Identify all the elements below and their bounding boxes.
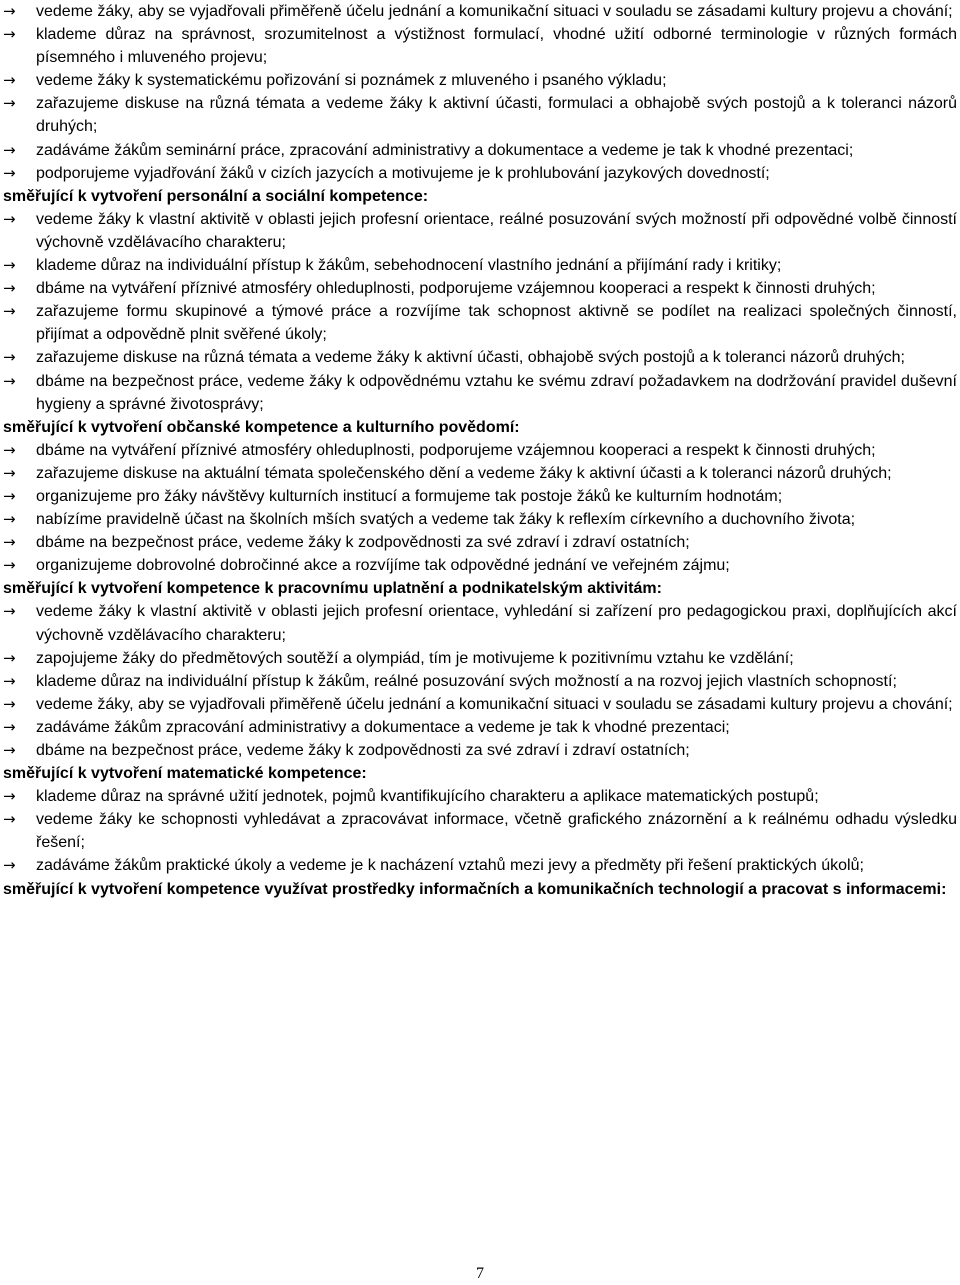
list-item — [3, 554, 957, 577]
right-arrow-icon: → — [3, 94, 16, 113]
list-item — [3, 716, 957, 739]
list-item — [3, 23, 957, 69]
list-item — [3, 139, 957, 162]
right-arrow-icon: → — [3, 533, 16, 552]
list-item-text: zařazujeme formu skupinové a týmové práce a rozvíjíme tak schopnost aktivně se podílet na realizaci společných činností, přijímat a odpovědně plnit svěřené úkoly; — [36, 303, 957, 344]
list-item-text: dbáme na vytváření příznivé atmosféry ohleduplnosti, podporujeme vzájemnou kooperaci a respekt k činnosti druhých; — [36, 280, 876, 298]
right-arrow-icon: → — [3, 602, 16, 621]
list-item-text: vedeme žáky k vlastní aktivitě v oblasti jejich profesní orientace, reálné posuzování svých možností při odpovědné volbě činností výchovně vzdělávacího charakteru; — [36, 210, 957, 251]
section-heading: směřující k vytvoření personální a sociální kompetence: — [3, 187, 429, 205]
list-item — [3, 300, 957, 346]
list-item — [3, 485, 957, 508]
list-item — [3, 346, 957, 369]
list-item — [3, 670, 957, 693]
right-arrow-icon: → — [3, 256, 16, 275]
list-item — [3, 0, 957, 23]
list-item-text: dbáme na vytváření příznivé atmosféry ohleduplnosti, podporujeme vzájemnou kooperaci a respekt k činnosti druhých; — [36, 441, 876, 459]
list-item-text: klademe důraz na individuální přístup k žákům, sebehodnocení vlastního jednání a přijímání rady i kritiky; — [36, 257, 782, 275]
list-item-text: klademe důraz na správnost, srozumitelnost a výstižnost formulací, vhodné užití odborné terminologie v různých formách písemného i mluveného projevu; — [36, 26, 957, 67]
list-item-text: vedeme žáky, aby se vyjadřovali přiměřeně účelu jednání a komunikační situaci v souladu se zásadami kultury projevu a chování; — [36, 695, 953, 713]
list-item — [3, 600, 957, 646]
right-arrow-icon: → — [3, 556, 16, 575]
right-arrow-icon: → — [3, 302, 16, 321]
list-item-text: dbáme na bezpečnost práce, vedeme žáky k zodpovědnosti za své zdraví i zdraví ostatních; — [36, 534, 690, 552]
list-item — [3, 785, 957, 808]
list-item-text: klademe důraz na správné užití jednotek, pojmů kvantifikujícího charakteru a aplikace matematických postupů; — [36, 788, 819, 806]
right-arrow-icon: → — [3, 717, 16, 736]
right-arrow-icon: → — [3, 140, 16, 159]
right-arrow-icon: → — [3, 856, 16, 875]
list-item-text: zařazujeme diskuse na různá témata a vedeme žáky k aktivní účasti, obhajobě svých postojů a k toleranci názorů druhých; — [36, 349, 905, 367]
right-arrow-icon: → — [3, 371, 16, 390]
page-number: 7 — [476, 1265, 484, 1282]
list-item — [3, 254, 957, 277]
list-item-text: vedeme žáky ke schopnosti vyhledávat a zpracovávat informace, včetně grafického znázornění a k reálnému odhadu výsledku řešení; — [36, 811, 957, 852]
list-item — [3, 92, 957, 138]
list-item-text: zařazujeme diskuse na různá témata a vedeme žáky k aktivní účasti, formulaci a obhajobě svých postojů a k toleranci názorů druhých; — [36, 95, 957, 136]
list-item-text: zadáváme žákům zpracování administrativy a dokumentace a vedeme je tak k vhodné prezentaci; — [36, 718, 730, 736]
list-item — [3, 693, 957, 716]
right-arrow-icon: → — [3, 486, 16, 505]
list-item-text: zapojujeme žáky do předmětových soutěží a olympiád, tím je motivujeme k pozitivnímu vztahu ke vzdělání; — [36, 649, 794, 667]
right-arrow-icon: → — [3, 741, 16, 759]
list-item-text: dbáme na bezpečnost práce, vedeme žáky k zodpovědnosti za své zdraví i zdraví ostatních; — [36, 742, 690, 759]
right-arrow-icon: → — [3, 209, 16, 228]
list-item — [3, 647, 957, 670]
list-item-text: zadáváme žákům seminární práce, zpracování administrativy a dokumentace a vedeme je tak k vhodné prezentaci; — [36, 141, 854, 159]
list-item — [3, 370, 957, 416]
list-item — [3, 508, 957, 531]
section-heading: směřující k vytvoření kompetence využívat prostředky informačních a komunikačních technologií a pracovat s informacemi: — [3, 880, 947, 898]
right-arrow-icon: → — [3, 71, 16, 90]
list-item — [3, 277, 957, 300]
right-arrow-icon: → — [3, 787, 16, 806]
list-item-text: podporujeme vyjadřování žáků v cizích jazycích a motivujeme je k prohlubování jazykových dovedností; — [36, 164, 770, 182]
section-heading: směřující k vytvoření kompetence k pracovnímu uplatnění a podnikatelským aktivitám: — [3, 580, 662, 598]
list-item — [3, 69, 957, 92]
right-arrow-icon: → — [3, 279, 16, 298]
section-heading: směřující k vytvoření matematické kompetence: — [3, 765, 367, 783]
list-item — [3, 439, 957, 462]
document-content — [3, 0, 957, 901]
list-item-text: vedeme žáky k vlastní aktivitě v oblasti jejich profesní orientace, vyhledání si zařízení pro pedagogickou praxi, doplňujících akcí výchovně vzdělávacího charakteru; — [36, 603, 957, 644]
section-heading: směřující k vytvoření občanské kompetence a kulturního povědomí: — [3, 418, 520, 436]
right-arrow-icon: → — [3, 648, 16, 667]
right-arrow-icon: → — [3, 810, 16, 829]
list-item — [3, 739, 957, 762]
right-arrow-icon: → — [3, 694, 16, 713]
right-arrow-icon: → — [3, 25, 16, 44]
right-arrow-icon: → — [3, 2, 16, 20]
list-item-text: zadáváme žákům praktické úkoly a vedeme je k nacházení vztahů mezi jevy a předměty při řešení praktických úkolů; — [36, 857, 864, 875]
right-arrow-icon: → — [3, 163, 16, 182]
list-item-text: organizujeme dobrovolné dobročinné akce a rozvíjíme tak odpovědné jednání ve veřejném zájmu; — [36, 557, 730, 575]
right-arrow-icon: → — [3, 440, 16, 459]
list-item — [3, 854, 957, 877]
list-item — [3, 162, 957, 185]
list-item-text: nabízíme pravidelně účast na školních mších svatých a vedeme tak žáky k reflexím církevního a duchovního života; — [36, 511, 856, 529]
list-item — [3, 808, 957, 854]
list-item — [3, 208, 957, 254]
list-item — [3, 462, 957, 485]
list-item — [3, 531, 957, 554]
list-item-text: vedeme žáky k systematickému pořizování si poznámek z mluveného i psaného výkladu; — [36, 72, 667, 90]
right-arrow-icon: → — [3, 463, 16, 482]
list-item-text: klademe důraz na individuální přístup k žákům, reálné posuzování svých možností a na rozvoj jejich vlastních schopností; — [36, 672, 897, 690]
list-item-text: dbáme na bezpečnost práce, vedeme žáky k odpovědnému vztahu ke svému zdraví požadavkem na dodržování pravidel duševní hygieny a správné životosprávy; — [36, 372, 957, 413]
right-arrow-icon: → — [3, 348, 16, 367]
list-item-text: vedeme žáky, aby se vyjadřovali přiměřeně účelu jednání a komunikační situaci v souladu se zásadami kultury projevu a chování; — [36, 3, 953, 20]
right-arrow-icon: → — [3, 671, 16, 690]
right-arrow-icon: → — [3, 510, 16, 529]
list-item-text: organizujeme pro žáky návštěvy kulturních institucí a formujeme tak postoje žáků ke kulturním hodnotám; — [36, 487, 783, 505]
list-item-text: zařazujeme diskuse na aktuální témata společenského dění a vedeme žáky k aktivní účasti a k toleranci názorů druhých; — [36, 464, 892, 482]
